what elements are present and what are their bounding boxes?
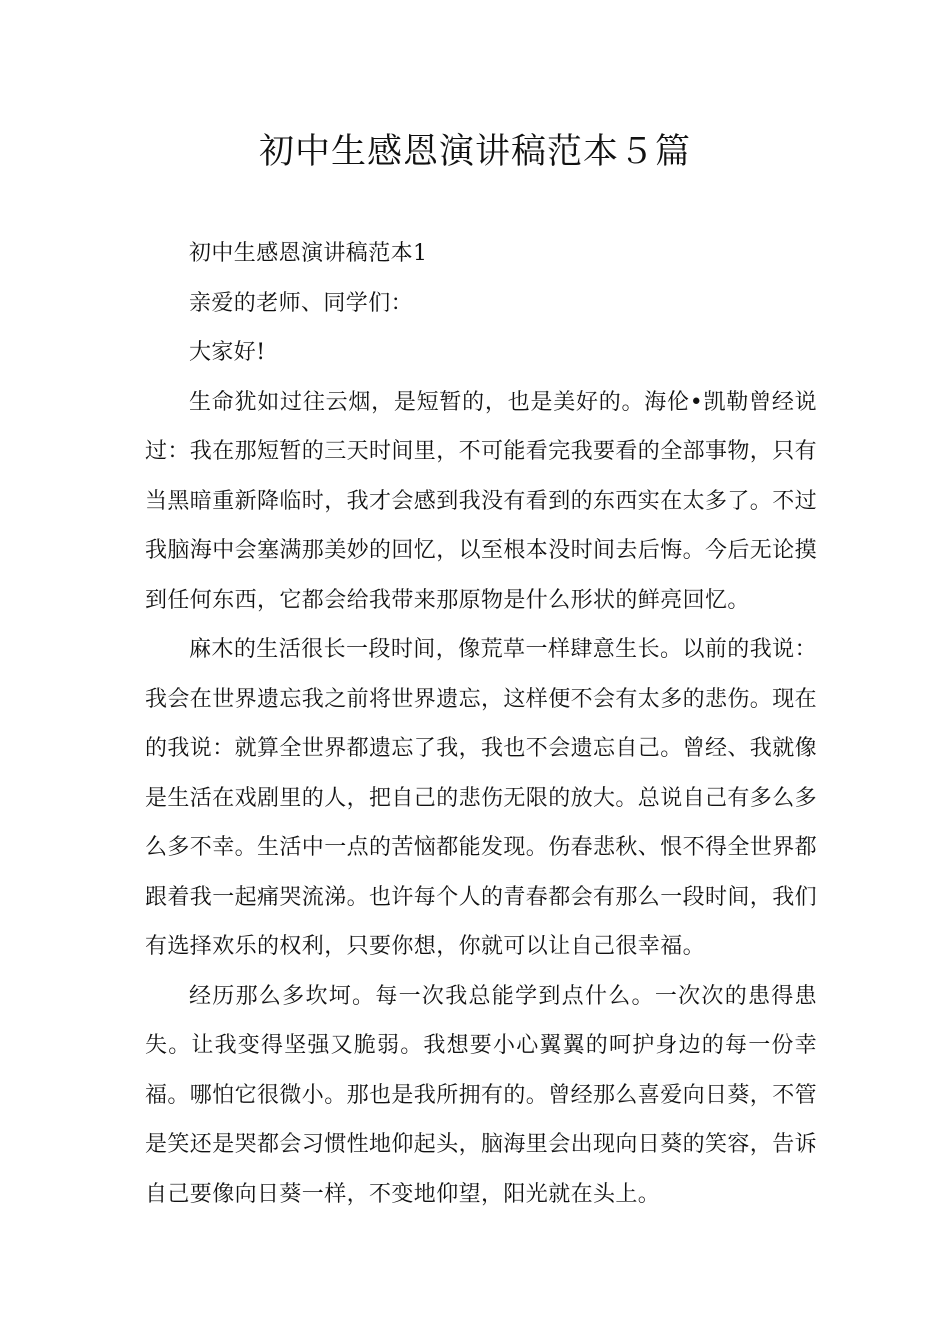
paragraph-body-2: 麻木的生活很长一段时间，像荒草一样肆意生长。以前的我说：我会在世界遗忘我之前将世界遗忘，这样便不会有太多的悲伤。现在的我说：就算全世界都遗忘了我，我也不会遗忘自己。曾经、我就像是生活在戏剧里的人，把自己的悲伤无限的放大。总说自己有多么多么多不幸。生活中一点的苦恼都能发现。伤春悲秋、恨不得全世界都跟着我一起痛哭流涕。也许每个人的青春都会有那么一段时间，我们有选择欢乐的权利，只要你想，你就可以让自己很幸福。 [145,637,818,959]
document-title: 初中生感恩演讲稿范本５篇 [258,132,691,172]
paragraph-salutation: 亲爱的老师、同学们： [189,290,414,316]
paragraph-body-3: 经历那么多坎坷。每一次我总能学到点什么。一次次的患得患失。让我变得坚强又脆弱。我想要小心翼翼的呵护身边的每一份幸福。哪怕它很微小。那也是我所拥有的。曾经那么喜爱向日葵，不管是笑还是哭都会习惯性地仰起头，脑海里会出现向日葵的笑容，告诉自己要像向日葵一样，不变地仰望，阳光就在头上。 [145,983,818,1207]
paragraph-subtitle: 初中生感恩演讲稿范本1 [189,241,428,266]
paragraph-greeting: 大家好! [189,340,266,365]
paragraph-body-1: 生命犹如过往云烟，是短暂的，也是美好的。海伦•凯勒曾经说过：我在那短暂的三天时间里，不可能看完我要看的全部事物，只有当黑暗重新降临时，我才会感到我没有看到的东西实在太多了。不过我脑海中会塞满那美妙的回忆，以至根本没时间去后悔。今后无论摸到任何东西，它都会给我带来那原物是什么形状的鲜亮回忆。 [145,389,818,613]
document-body [145,229,817,1219]
